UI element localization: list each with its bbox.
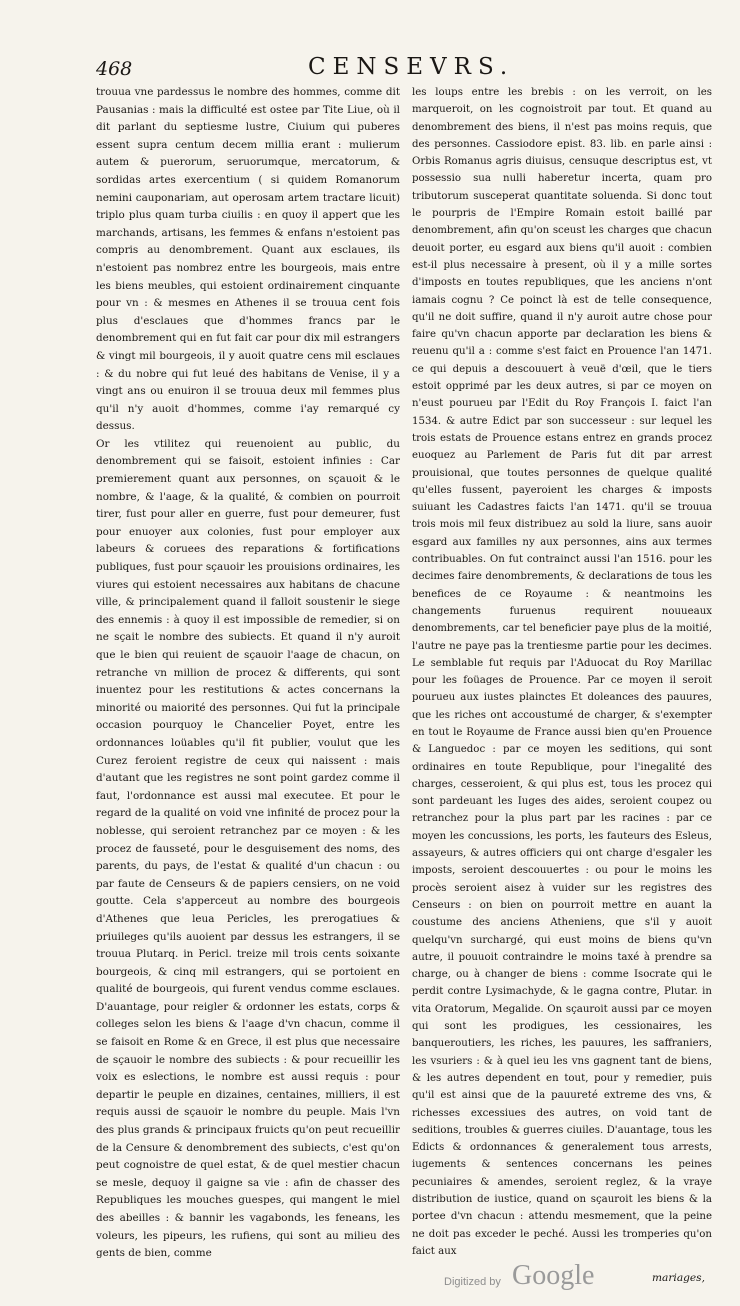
catchword: mariages, [652, 1272, 705, 1284]
left-paragraph-2: Or les vtilitez qui reuenoient au public, du denombrement qui se faisoit, estoient infinies : Car premierement quant aux personnes, on sçauoit & le nombre, & l'aage, & la qualité, & combien on pourroit tirer, fust pour aller en guerre, fust pour demeurer, fust pour enuoyer aux colonies, fust pour employer aux labeurs & coruees des reparations & fortifications publiques, fust pour sçauoir les prouisions ordinaires, les viures qui estoient necessaires aux habitans de chacune ville, & principalement quand il falloit soustenir le siege des ennemis : à quoy il est impossible de remedier, si on ne sçait le nombre des subiects. Et quand il n'y auroit que le bien qui reuient de sçauoir l'aage de chacun, on retranche vn million de procez & differents, qui sont inuentez pour les restitutions & actes concernans la minorité ou maiorité des personnes. Qui fut la principale occasion pourquoy le Chancelier Poyet, entre les ordonnances loüables qu'il fit publier, voulut que les Curez feroient registre de ceux qui naissent : mais d'autant que les registres ne sont point gardez comme il faut, l'ordonnance est aussi mal executee. Et pour le regard de la qualité on void vne infinité de procez pour la noblesse, qui seroient retranchez par ce moyen : & les procez de fausseté, pour le desguisement des noms, des parents, du pays, de l'estat & qualité d'un chacun : ou par faute de Censeurs & de papiers censiers, on ne void goutte. Cela s'apperceut au nombre des bourgeois d'Athenes que leua Pericles, les prerogatiues & priuileges qu'ils auoient par dessus les estrangers, il se trouua Plutarq. in Pericl. treize mil trois cents soixante bourgeois, & cinq mil estrangers, qui se portoient en qualité de bourgeois, qui furent vendus comme esclaues. D'auantage, pour reigler & ordonner les estats, corps & colleges selon les biens & l'aage d'vn chacun, comme il se faisoit en Rome & en Grece, il est plus que necessaire de sçauoir le nombre des subiects : & pour recueillir les voix es eslections, le nombre est aussi requis : pour departir le peuple en dizaines, centaines, milliers, il est requis aussi de sçauoir le nombre du peuple. Mais l'vn des plus grands & principaux fruicts qu'on peut recueillir de la Censure & denombrement des subiects, c'est qu'on peut cognoistre de quel estat, & de quel mestier chacun se mesle, dequoy il gaigne sa vie : afin de chasser des Republiques les mouches guespes, qui mangent le miel des abeilles : & bannir les vagabonds, les feneans, les voleurs, les pipeurs, les rufiens, qui sont au milieu des gents de bien, comme [96, 437, 400, 1260]
left-paragraph-1: trouua vne pardessus le nombre des hommes, comme dit Pausanias : mais la difficulté est ostee par Tite Liue, où il dit parlant du septiesme lustre, Ciuium qui puberes essent supra centum decem millia erant : mulierum autem & puerorum, seruorumque, mercatorum, & sordidas artes exercentium ( si quidem Romanorum nemini cauponariam, aut operosam artem tractare licuit) triplo plus quam turba ciuilis : en quoy il appert que les marchands, artisans, les femmes & enfans n'estoient pas compris au denombrement. Quant aux esclaues, ils n'estoient pas nombrez entre les bourgeois, mais entre les biens meubles, qui estoient ordinairement cinquante pour vn : & mesmes en Athenes il se trouua cent fois plus d'esclaues que d'hommes francs par le denombrement qui en fut fait car pour dix mil estrangers & vingt mil bourgeois, il y auoit quatre cens mil esclaues : & du nobre qui fut leué des habitans de Venise, il y a vingt ans ou enuiron il se trouua deux mil femmes plus qu'il n'y auoit d'hommes, comme i'ay remarqué cy dessus. [96, 86, 400, 433]
watermark-prefix: Digitized by [444, 1276, 501, 1288]
running-title: CENSEVRS. [308, 54, 515, 80]
left-column [96, 84, 400, 1263]
page-number: 468 [96, 58, 133, 80]
digitized-watermark [440, 1258, 600, 1300]
right-paragraph-1: les loups entre les brebis : on les verroit, on les marqueroit, on les cognoistroit par tout. Et quand au denombrement des biens, il n'est pas moins requis, que des personnes. Cassiodore epist. 83. lib. en parle ainsi : Orbis Romanus agris diuisus, censuque descriptus est, vt possessio sua nulli haberetur incerta, quam pro tributorum susceperat quantitate soluenda. Si donc tout le pourpris de l'Empire Romain estoit baillé par denombrement, afin qu'on sceust les charges que chacun deuoit porter, eu esgard aux biens qu'il auoit : combien est-il plus necessaire à present, où il y a mille sortes d'imposts en toutes republiques, que les anciens n'ont iamais cognu ? Ce poinct là est de telle consequence, qu'il ne doit suffire, quand il n'y auroit autre chose pour faire qu'vn chacun apporte par declaration les biens & reuenu qu'il a : comme s'est faict en Prouence l'an 1471. ce qui depuis a descouuert à veuë d'œil, que le tiers estoit opprimé par les deux autres, si par ce moyen on n'eust pourueu par l'Edit du Roy François I. faict l'an 1534. & autre Edict par son successeur : sur lequel les trois estats de Prouence estans entrez en grands procez euoquez au Parlement de Paris fut dit par arrest prouisional, que toutes personnes de quelque qualité qu'elles fussent, payeroient les charges & imposts suiuant les Cadastres faicts l'an 1471. qu'il se trouua trois mois mil feux distribuez au sold la liure, sans auoir esgard aux familles ny aux personnes, ains aux termes contribuables. On fut contrainct aussi l'an 1516. pour les decimes faire denombrements, & declarations de tous les benefices de ce Royaume : & neantmoins les changements furuenus requirent nouueaux denombrements, car tel beneficier paye plus de la moitié, l'autre ne paye pas la trentiesme partie pour les decimes. Le semblable fut requis par l'Aduocat du Roy Marillac pour les foüages de Prouence. Par ce moyen il seroit pourueu aux iustes plainctes Et doleances des pauures, que les riches ont accoustumé de charger, & s'exempter en tout le Royaume de France aussi bien qu'en Prouence & Languedoc : par ce moyen les seditions, qui sont ordinaires en toute Republique, pour l'inegalité des charges, cesseroient, & qui plus est, tous les procez qui sont pardeuant les Iuges des aides, seroient coupez ou retranchez pour la plus part par les racines : par ce moyen les concussions, les ports, les fauteurs des Esleus, assayeurs, & autres officiers qui ont charge d'esgaler les imposts, seroient descouuertes : ou pour le moins les procès seroient aisez à vuider sur les registres des Censeurs : on bien on pourroit mettre en auant la coustume des anciens Atheniens, que s'il y auoit quelqu'vn surchargé, qui eust moins de biens qu'vn autre, il pouuoit contraindre le moins taxé à prendre sa charge, ou à changer de biens : comme Isocrate qui le perdit contre Lysimachyde, & le gagna contre, Plutar. in vita Oratorum, Megalide. On sçauroit aussi par ce moyen qui sont les prodigues, les cessionaires, les banqueroutiers, les riches, les pauures, les saffraniers, les vsuriers : & à quel ieu les vns gagnent tant de biens, & les autres dependent en tout, pour y remedier, puis qu'il est ainsi que de la pauureté extreme des vns, & richesses excessiues des autres, on void tant de seditions, troubles & guerres ciuiles. D'auantage, tous les Edicts & ordonnances & generalement tous arrests, iugements & sentences concernans les peines pecuniaires & amendes, seroient reglez, & la vraye distribution de iustice, quand on sçauroit les biens & la portee d'vn chacun : attendu mesmement, que la peine ne doit pas exceder le peché. Aussi les tromperies qu'on faict aux [412, 87, 712, 1257]
right-column [412, 84, 712, 1260]
watermark-brand-logo: Google [512, 1260, 595, 1291]
page-header [96, 52, 696, 82]
